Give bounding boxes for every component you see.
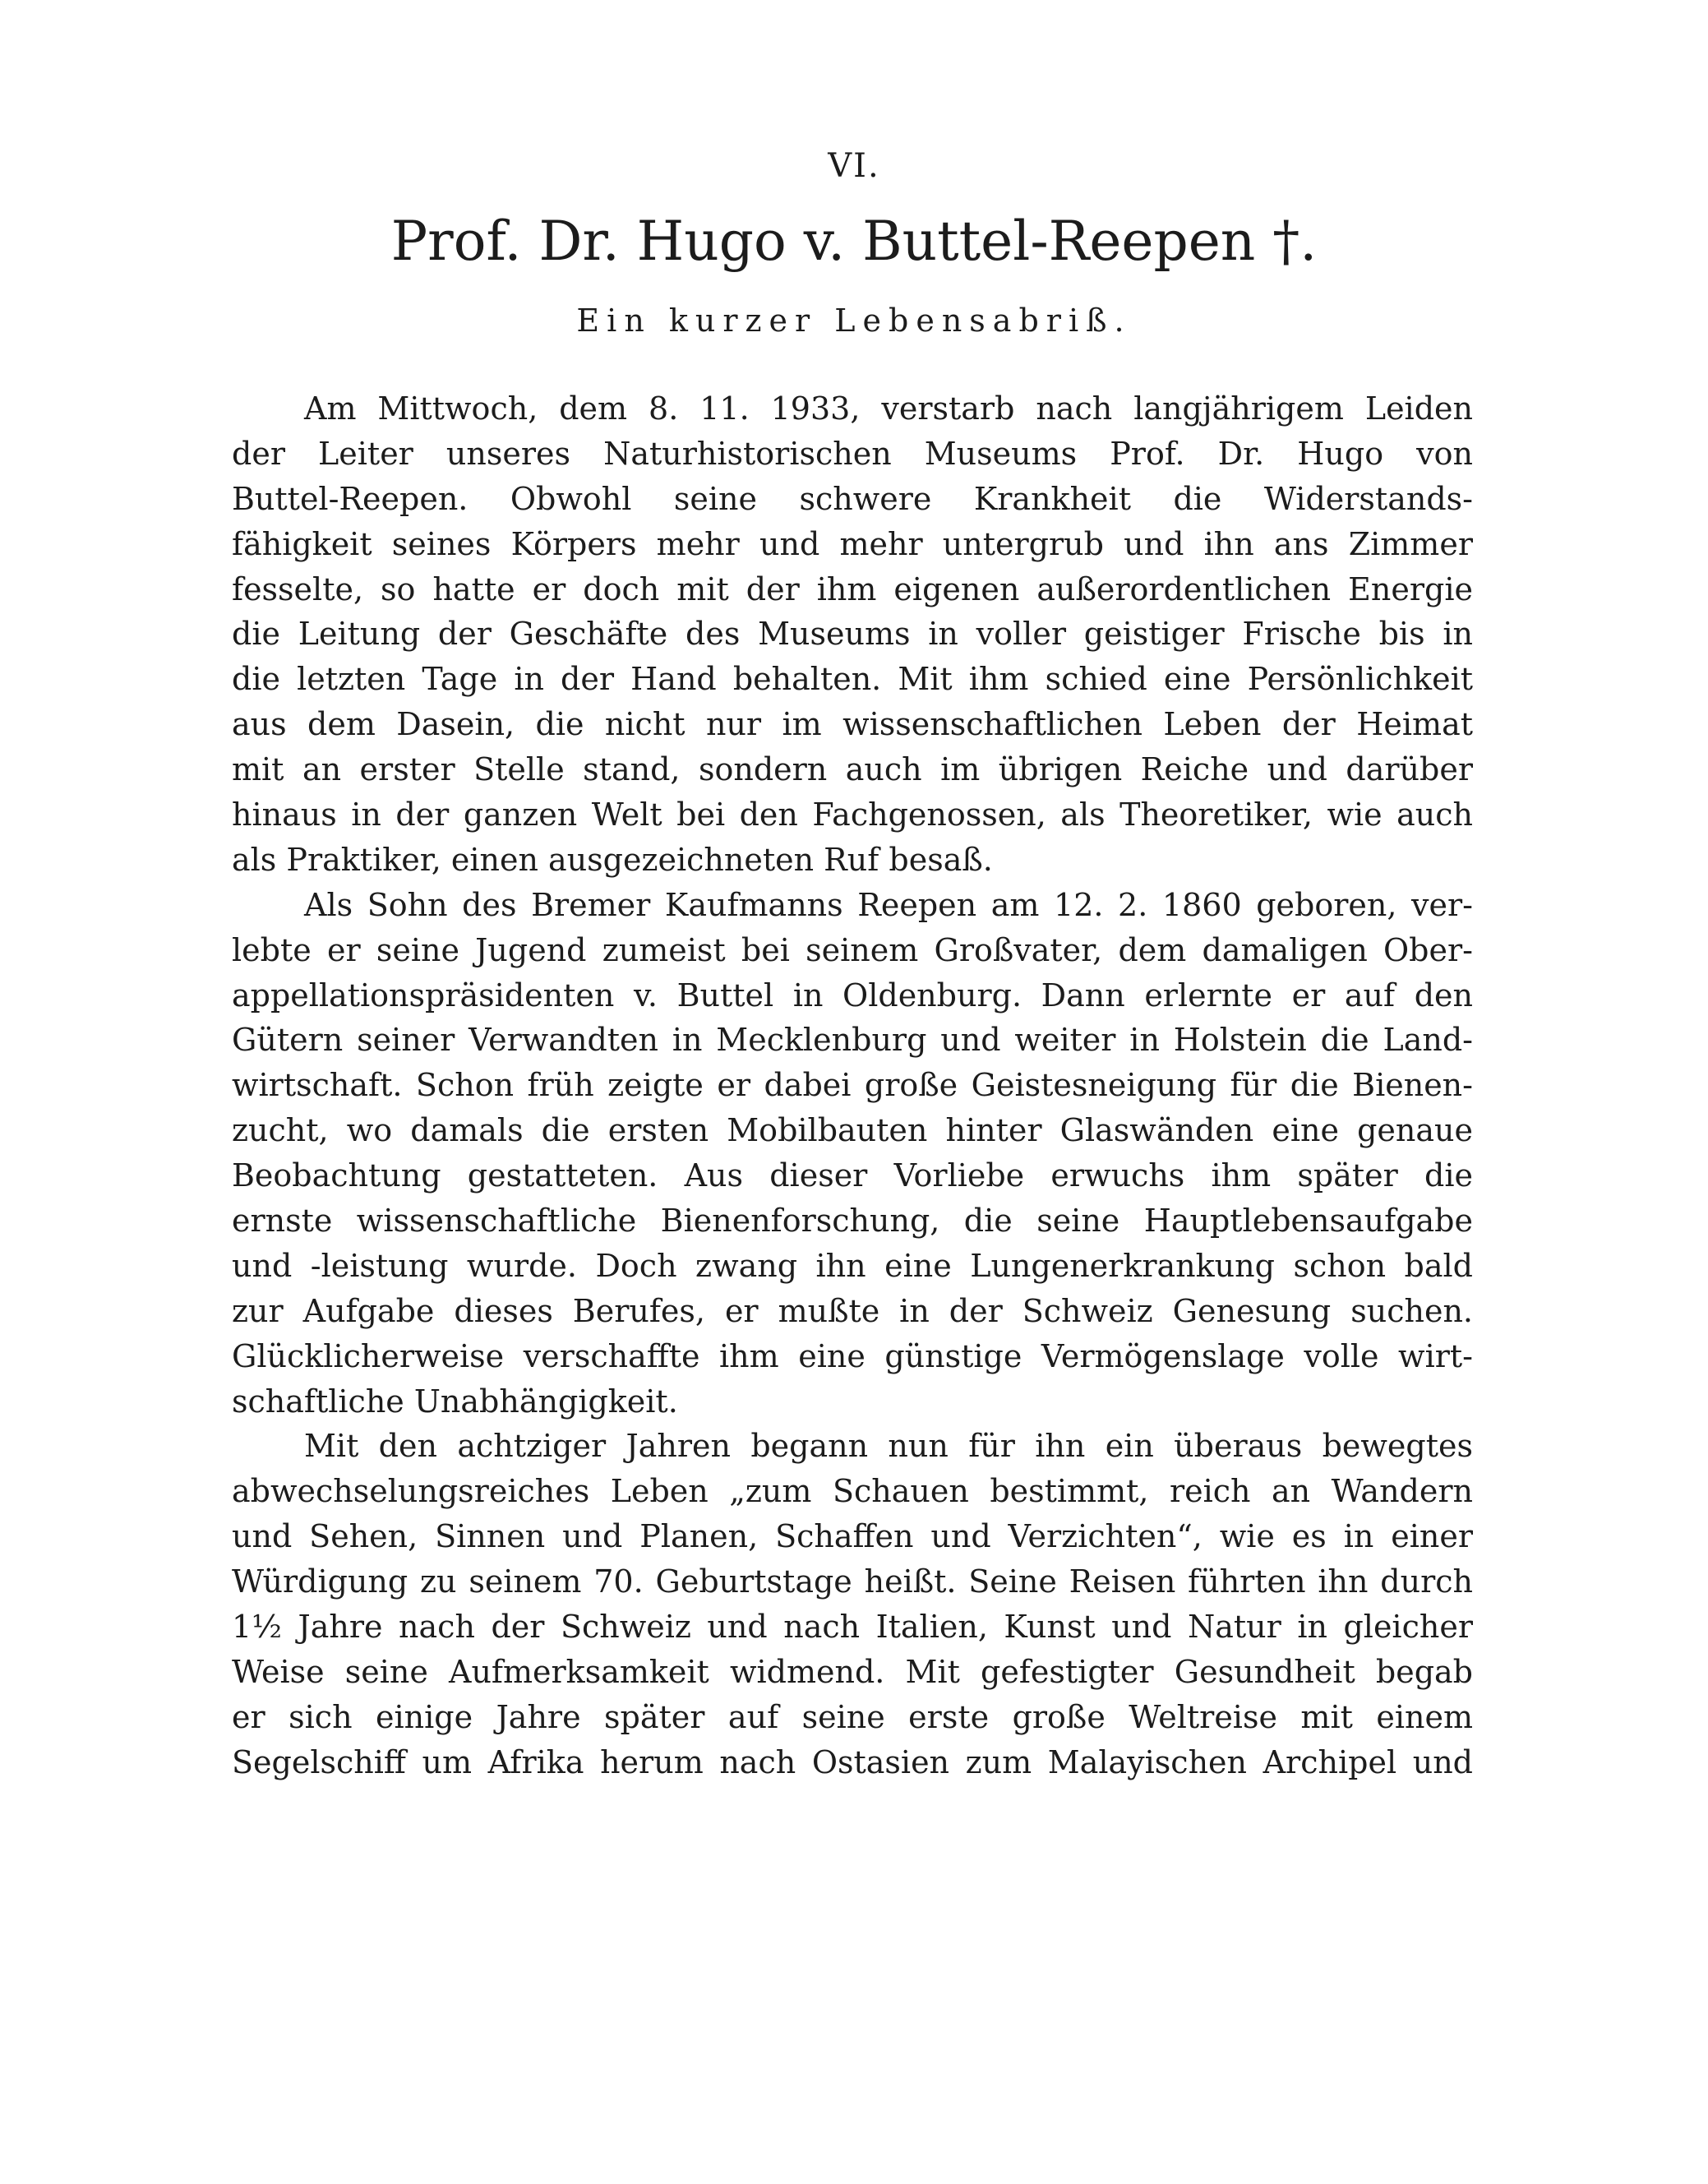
text-line: appellationspräsidenten v. Buttel in Oldenburg. Dann erlernte er auf den	[232, 977, 1473, 1014]
text-line: die letzten Tage in der Hand behalten. Mit ihm schied eine Persönlichkeit	[232, 661, 1473, 698]
page-subtitle: Ein kurzer Lebensabriß.	[576, 302, 1132, 339]
text-line: als Praktiker, einen ausgezeichneten Ruf besaß.	[232, 841, 993, 878]
text-line: schaftliche Unabhängigkeit.	[232, 1383, 678, 1420]
text-line: lebte er seine Jugend zumeist bei seinem Großvater, dem damaligen Ober-	[232, 931, 1473, 968]
text-line: Buttel-Reepen. Obwohl seine schwere Krankheit die Widerstands-	[232, 480, 1473, 517]
text-line: fesselte, so hatte er doch mit der ihm eigenen außerordentlichen Energie	[232, 570, 1473, 607]
text-line: Mit den achtziger Jahren begann nun für ihn ein überaus bewegtes	[304, 1428, 1473, 1465]
text-line: ernste wissenschaftliche Bienenforschung, die seine Hauptlebensaufgabe	[232, 1203, 1473, 1240]
text-line: und Sehen, Sinnen und Planen, Schaffen und Verzichten“, wie es in einer	[232, 1518, 1473, 1555]
text-line: mit an erster Stelle stand, sondern auch im übrigen Reiche und darüber	[232, 751, 1473, 788]
text-line: die Leitung der Geschäfte des Museums in voller geistiger Frische bis in	[232, 616, 1473, 653]
text-line: Gütern seiner Verwandten in Mecklenburg und weiter in Holstein die Land-	[232, 1022, 1473, 1059]
text-line: 1½ Jahre nach der Schweiz und nach Italien, Kunst und Natur in gleicher	[232, 1609, 1473, 1646]
text-line: hinaus in der ganzen Welt bei den Fachgenossen, als Theoretiker, wie auch	[232, 796, 1473, 833]
page-title: Prof. Dr. Hugo v. Buttel-Reepen †.	[390, 210, 1318, 273]
text-line: Beobachtung gestatteten. Aus dieser Vorliebe erwuchs ihm später die	[232, 1157, 1473, 1194]
text-line: er sich einige Jahre später auf seine erste große Weltreise mit einem	[232, 1698, 1473, 1735]
text-line: fähigkeit seines Körpers mehr und mehr untergrub und ihn ans Zimmer	[232, 525, 1473, 562]
text-line: und -leistung wurde. Doch zwang ihn eine Lungenerkrankung schon bald	[232, 1247, 1473, 1284]
text-line: Am Mittwoch, dem 8. 11. 1933, verstarb nach langjährigem Leiden	[304, 390, 1473, 427]
text-line: wirtschaft. Schon früh zeigte er dabei große Geistesneigung für die Bienen-	[232, 1067, 1473, 1104]
text-line: Segelschiff um Afrika herum nach Ostasien zum Malayischen Archipel und	[232, 1743, 1473, 1780]
text-line: der Leiter unseres Naturhistorischen Museums Prof. Dr. Hugo von	[232, 435, 1473, 472]
chapter-number: VI.	[828, 147, 880, 185]
body-text	[232, 386, 1473, 1785]
text-line: Glücklicherweise verschaffte ihm eine günstige Vermögenslage volle wirt-	[232, 1337, 1473, 1374]
text-line: aus dem Dasein, die nicht nur im wissenschaftlichen Leben der Heimat	[232, 706, 1473, 743]
text-line: abwechselungsreiches Leben „zum Schauen bestimmt, reich an Wandern	[232, 1473, 1473, 1510]
text-line: Als Sohn des Bremer Kaufmanns Reepen am 12. 2. 1860 geboren, ver-	[304, 886, 1473, 923]
text-line: Weise seine Aufmerksamkeit widmend. Mit gefestigter Gesundheit begab	[232, 1653, 1473, 1690]
text-line: Würdigung zu seinem 70. Geburtstage heißt. Seine Reisen führten ihn durch	[232, 1563, 1473, 1600]
text-line: zucht, wo damals die ersten Mobilbauten hinter Glaswänden eine genaue	[232, 1112, 1473, 1149]
text-line: zur Aufgabe dieses Berufes, er mußte in der Schweiz Genesung suchen.	[232, 1292, 1473, 1329]
